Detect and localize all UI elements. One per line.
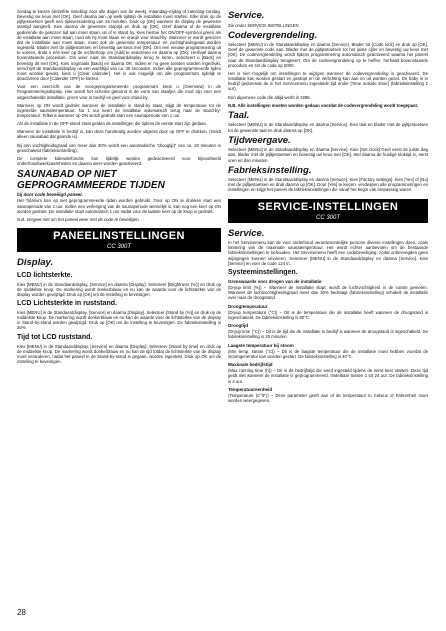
section-banner-service-instellingen: [228, 199, 428, 223]
paragraph: Bij een vochtigheidsgraad van meer dan 30% wordt een automatische "droogtijd" van ca. 20 minuten in gesschakeld (fabrieksinstelling).: [17, 142, 221, 153]
param-heading: Temperatuureenheid: [228, 386, 273, 392]
saunabad-subheading: bij door code beveiligd paneel.: [17, 192, 83, 198]
subheading-systeeminstellingen: Systeeminstellingen.: [228, 268, 298, 276]
note: N.B. Alle instellingen moeten worden gedaan voordat de codevergrendeling wordt toegepast.: [228, 102, 419, 108]
param-heading: Droogtemperatuur: [228, 303, 268, 309]
param-text: (Dryup temperature (°C)) – Dit is de temperatuur die de installatie heeft wanneer de droogstand is ingeschakeld. De fabrieksinstelling is 80°C.: [228, 309, 428, 320]
paragraph: De complete kalenderfunctie kan tijdelijk worden gedeactiveerd voor bijvoorbeeld onderhoudswerkzaamheden en daarna weer worden geactiveerd.: [17, 155, 221, 167]
paragraph: Wanneer op ON wordt gedrukt wanneer de installatie in stand-by staat, stijgt de temperatuur tot de ingestelde saunatemperatuur. Na 1 uur keert de installatie automatisch terug naar de stand-by-temperatuur. Telkens wanneer op ON wordt gedrukt start een saunaperiode van 1 uur.: [17, 102, 221, 118]
paragraph: Selecteer [MENU] in de Standaarddisplay en daarna [Service]. Kies [Set clock] Geef eerst de juiste dag aan, blader met de pijltjestoetsen en bevestig uw keus met [OK]. Stel daarna de huidige kloktijd in, eerst uren en dan minuten.: [228, 147, 428, 163]
paragraph: Het Tylarium kan op niet geprogrammeerde tijden worden gebruikt. Door op ON te drukken start een saunaperiode van 1 uur. Indien een verlenging van de saunaperiode wenselijk is, kan nog een keer op ON worden gedrukt. De installatie stopt automatisch 1 uur nadat voor de laatste keer op de knop is gedrukt.: [17, 198, 221, 214]
subheading-lcd-ruststand: LCD Lichtsterkte in ruststand.: [17, 300, 117, 308]
page-number: 28: [17, 608, 26, 617]
param-text: (Dryup limit (%)) – Wanneer de installatie stopt, wordt de luchtvochtigheid in de ruimte gemeten. Wanneer de luchtvochtigheidsgraad meer dan 30% bedraagt (fabrieksinstelling) schakelt de installatie over naar de droogstand.: [228, 285, 428, 301]
paragraph: Selecteer [MENU] in de Standaarddisplay en daarna [Service]. Blader tot [Code lock] en druk op [OK]. Geef de gewenste code aan. Blader met de pijltjestoetsen tot het juiste cijfer en bevestig uw keus met [OK]. De codevergrendeling wordt tijdens programmering automatisch geactiveerd waarna het paneel naar de Standaarddisplay terugkeert. Om de codevergrendeling op te heffen, herhaalt bovenstaande procedure en zet de code op 0000.: [228, 42, 428, 68]
paragraph: Wanneer de installatie in bedrijf is, kan deze handmatig worden uitgezet door op OFF te drukken. (Geldt alleen saunabad dat gaande is).: [17, 129, 221, 140]
param-heading: Grenswaarde voor drogen van de installatie: [228, 278, 322, 284]
banner-model: CC 300T: [106, 244, 131, 251]
left-column: [17, 9, 221, 367]
banner-title: SERVICE-INSTELLINGEN: [257, 200, 399, 213]
right-column: [228, 9, 428, 406]
paragraph: Kies [MENU] in de Standaarddisplay, [Service] en daarna [Display]. Selecteer [Stand by time] en druk op de middelste knop. De markering wordt donkerblauw en nu kan de tijd totdat de lichtsterkte van de display moet veranderen, nadat het paneel in de Stand-by-stand is gegaan, worden ingesteld. Druk op OK om de instelling te bevestigen.: [17, 343, 221, 365]
section-heading-service-menu: Service.: [228, 227, 265, 239]
subheading-tijd-ruststand: Tijd tot LCD ruststand.: [17, 333, 93, 341]
section-heading-fabrieksinstelling: Fabrieksinstelling.: [228, 164, 312, 176]
paragraph: Een algemene code die altijd werkt is 1995.: [228, 94, 311, 100]
param-text: (Temperature (C°/F)) – Deze parameter geeft aan of de temperatuur in Celsius of Fahrenheit moet worden weergegeven.: [228, 393, 428, 404]
subheading-lcd-lichtsterkte: LCD lichtsterkte.: [17, 271, 73, 279]
param-heading: Laagste temperatuur bij stoom: [228, 342, 294, 348]
section-heading-tijdweergave: Tijdweergave.: [228, 134, 291, 146]
param-text: (Dryup time (°C)) – Dit is de tijd die de installatie in bedrijf is wanneer de droogstand is ingeschakeld. De fabrieksinstelling is 20 minuten.: [228, 329, 428, 340]
paragraph: Zie onder SERVICE-INSTELLINGEN: [228, 22, 299, 28]
banner-title: PANEELINSTELLINGEN: [53, 230, 185, 243]
section-heading-codevergrendeling: Codevergrendeling.: [228, 29, 318, 41]
section-heading-display: Display.: [17, 257, 54, 269]
paragraph: zondag te kiezen (dezelfde instelling voor alle dagen van de week), maandag-vrijdag of zaterdag-zondag. Bevestig uw keus met [OK]. Geef daarna aan op welk tijdstip de installatie moet starten. Elke druk op de pijltjestoetsen geeft een tijdsverandering van 15 minuten. Druk op [OK] wanneer de display de gewenste starttijd aangeeft. Kies daarna de gewenste stoptijd en druk op [OK]. Geef daarna of de installatie gedurende de gekozen tijd aan moet staan, uit of in stand by. Kies hiertoe het ON/OFF-symbool green als de installatie aan moet staan, rood als hij moet staan en oranje voor stand-by. Wanneer er wordt gekozen dat de installatie aan moet staan, moet ook de gewenste temperatuur en vochtigheidsgraad worden ingesteld. Blader met de pijltjestoetsen en bevestig uw keus met [OK]. Om een nieuwe programmering uit te voeren, drukt u één keer op de rechtertoop om [Add] te selecteren en daarna op [OK]. Herhaal daarna bovenstaande procedure. Om weer naar de Standaarddisplay terug te keren, selecteert u [Back] en bevestig dit met [OK]. Kies nogmaals [Back] en daarna OK. Indien er nu geen toetsen worden ingedrukt, verschijnt de Standaarddisplay na een wachttijd van ca. 30 seconden. Indien alle geprogrammeerde tijden moet worden gewist, kiest u [Clear calender]. Het is ook mogelijk om alle programma's tijdelijk te deactiveren door [Calender OFF] te kiezen.: [17, 9, 221, 82]
paragraph: Selecteer [MENU] in de Standaarddisplay en daarna [Service]. Kies taal en blader met de pijltjestoetsen tot de gewenste taal en druk daarna op [OK].: [228, 122, 428, 133]
param-heading: Droogtijd: [228, 323, 248, 329]
section-heading-taal: Taal.: [228, 109, 250, 121]
section-heading-service: Service.: [228, 10, 265, 21]
note: N.B. Vergeet niet om het paneel weer met de code te beveiligen.: [17, 216, 140, 222]
paragraph: Kies [MENU] in de Standaarddisplay, [Service] en daarna [Display]. Selecteer [Stand by (%)] en druk op de middelste knop. De markering wordt donkerblauw en nu kan de waarde voor de lichtsterkte van de display in Stand-by-stand worden gewijzigd. Druk op [OK] om de instelling te bevestigen. De fabrieksinstelling is 30%.: [17, 310, 221, 331]
paragraph: Als de installatie in de OFF-stand staat gelden de instellingen die tijdens de eerste start zijn gedaan.: [17, 121, 208, 127]
paragraph: Kies [MENU] in de Standaarddisplay, [Service] en daarna [Display]. Selecteer [Brightness (%)] en druk op de middelste knop. De markering wordt donkerblauw en nu kan de waarde voor de lichtsterkte van de display worden gewijzigd. Druk op [OK] om de instelling te bevestigen.: [17, 281, 221, 297]
param-text: (Max running time (h)) – Dit is de bedrijfstijd die werd ingesteld tijdens de eerst keer starten. Deze tijd geldt niet wanneer de installatie is geprogrammeerd. Instelbaar tussen 1 tot 24 uur. De fabrieksinstelling is 3 uur.: [228, 368, 428, 384]
paragraph: Selecteer [MENU] in de Standaarddisplay en daarna [Service]. Kies [Factory settings]. Kies [Yes] of [No] met de pijltjestoetsen en druk daarna op [OK]. Door [Yes] te kiezen, verdwijnen alle programmeringen en instellingen en krijgt het paneel de fabrieksinstellingen die vanaf het begin van toepassing waren.: [228, 177, 428, 193]
paragraph: Voor een overzicht van de voorgeprogrammeerde programma's kiest u [Overview] in de Programmeringsdisplay. Hier wordt het schema getoond in de vorm van staafjes die rood zijn voor een uitgeschakelde installatie, groen voor in bedrijf en geel voor stand-by.: [17, 84, 221, 100]
paragraph: In het Servicemenu kan de voor onderhoud verantwoordelijke persoon diverse instellingen doen, zoals limitering van de maximale saunatemperatuur. Het wordt echter aanbevolen om de bestaande fabrieksinstellingen te behouden. Het Servicemenu heeft een codebeveiliging, zodat onbevoegden geen wijzigingen kunnen uitvoeren. Selecteer [MENU] in de Standaarddisplay en daarna [Service]. Kies [Service] en voer de code 124 in.: [228, 240, 428, 266]
banner-model: CC 300T: [315, 214, 340, 221]
section-banner-paneelinstellingen: [17, 228, 221, 252]
saunabad-heading: SAUNABAD OP NIET GEPROGRAMMEERDE TIJDEN: [17, 169, 165, 192]
paragraph: Het is niet mogelijk om instellingen te wijzigen wanneer de codevergrendeling is geactiveerd. De installatie kan worden gestart en gestopt en de verlichting kan aan en uit worden gezet. De baby is in bedrijf gedurende de in het Servicemenu ingestelde tijd onder [Time outside timer] (fabrieksinstelling 1 uur).: [228, 70, 428, 92]
param-text: (Min temp. steam (°C)) – Dit is de laagste temperatuur die de installatie moet hebben voordat de stoomgenerator kan worden gestart. De fabrieksinstelling is 40°C.: [228, 348, 428, 359]
param-heading: Maximale bedrijfstijd: [228, 362, 273, 368]
